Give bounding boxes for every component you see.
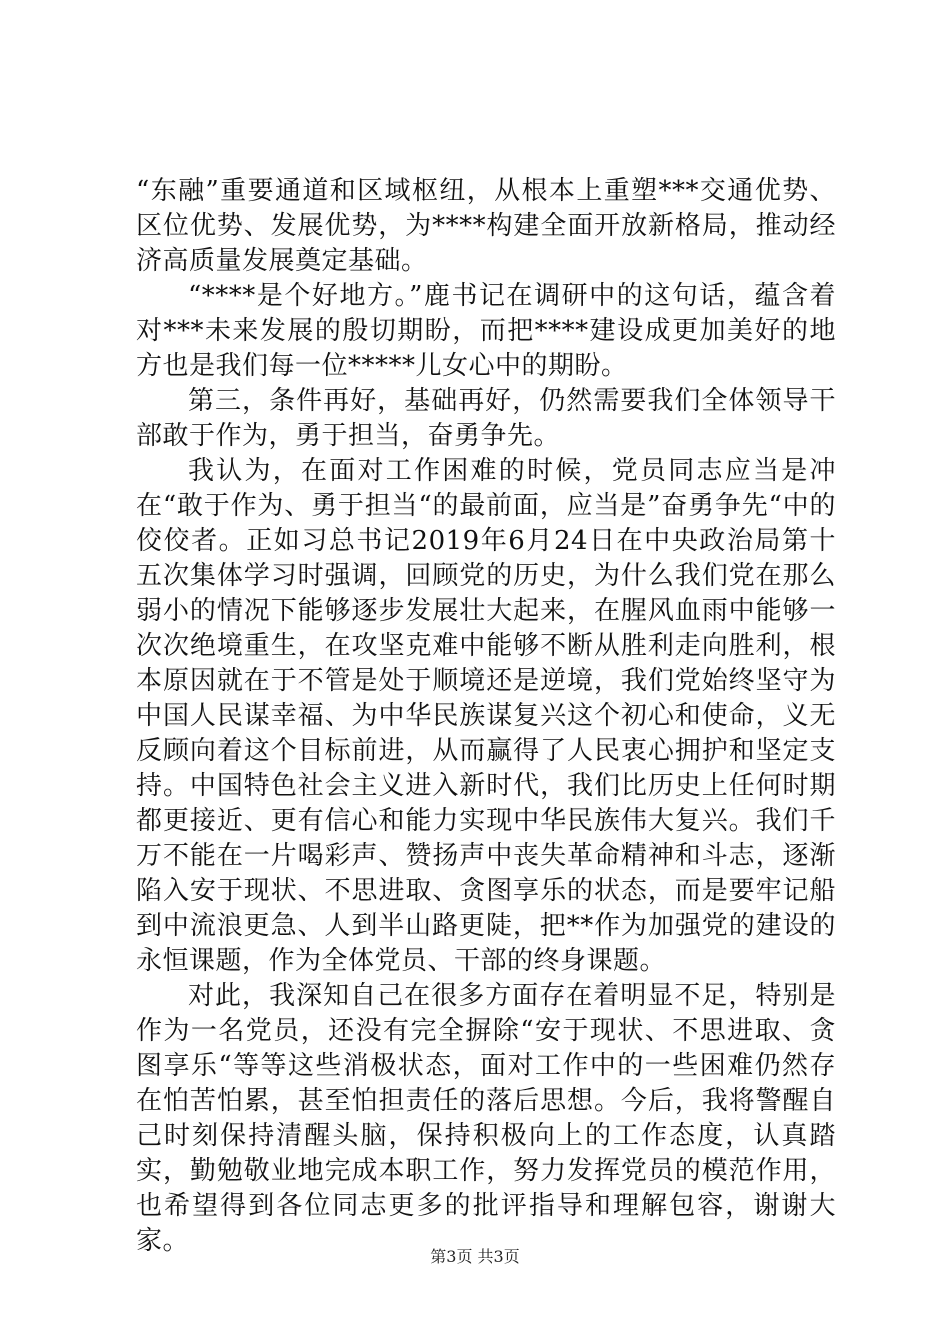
paragraph-2: “****是个好地方。”鹿书记在调研中的这句话，蕴含着对***未来发展的殷切期盼，而把****建设成更加美好的地方也是我们每一位*****儿女心中的期盼。 [136,281,836,381]
paragraph-3: 第三，条件再好，基础再好，仍然需要我们全体领导干部敢于作为，勇于担当，奋勇争先。 [136,386,836,451]
paragraph-1: “东融”重要通道和区域枢纽，从根本上重塑***交通优势、区位优势、发展优势，为****构建全面开放新格局，推动经济高质量发展奠定基础。 [136,176,836,276]
paragraph-4: 我认为，在面对工作困难的时候，党员同志应当是冲在“敢于作为、勇于担当“的最前面，应当是”奋勇争先“中的佼佼者。正如习总书记2019年6月24日在中央政治局第十五次集体学习时强调，回顾党的历史，为什么我们党在那么弱小的情况下能够逐步发展壮大起来，在腥风血雨中能够一次次绝境重生，在攻坚克难中能够不断从胜利走向胜利，根本原因就在于不管是处于顺境还是逆境，我们党始终坚守为中国人民谋幸福、为中华民族谋复兴这个初心和使命，义无反顾向着这个目标前进，从而赢得了人民衷心拥护和坚定支持。中国特色社会主义进入新时代，我们比历史上任何时期都更接近、更有信心和能力实现中华民族伟大复兴。我们千万不能在一片喝彩声、赞扬声中丧失革命精神和斗志，逐渐陷入安于现状、不思进取、贪图享乐的状态，而是要牢记船到中流浪更急、人到半山路更陡，把**作为加强党的建设的永恒课题，作为全体党员、干部的终身课题。 [136,456,836,976]
document-body [136,174,836,1259]
paragraph-5: 对此，我深知自己在很多方面存在着明显不足，特别是作为一名党员，还没有完全摒除“安于现状、不思进取、贪图享乐“等等这些消极状态，面对工作中的一些困难仍然存在怕苦怕累，甚至怕担责任的落后思想。今后，我将警醒自己时刻保持清醒头脑，保持积极向上的工作态度，认真踏实，勤勉敬业地完成本职工作，努力发挥党员的模范作用，也希望得到各位同志更多的批评指导和理解包容，谢谢大家。 [136,981,836,1256]
page-footer: 第3页 共3页 [430,1247,520,1266]
